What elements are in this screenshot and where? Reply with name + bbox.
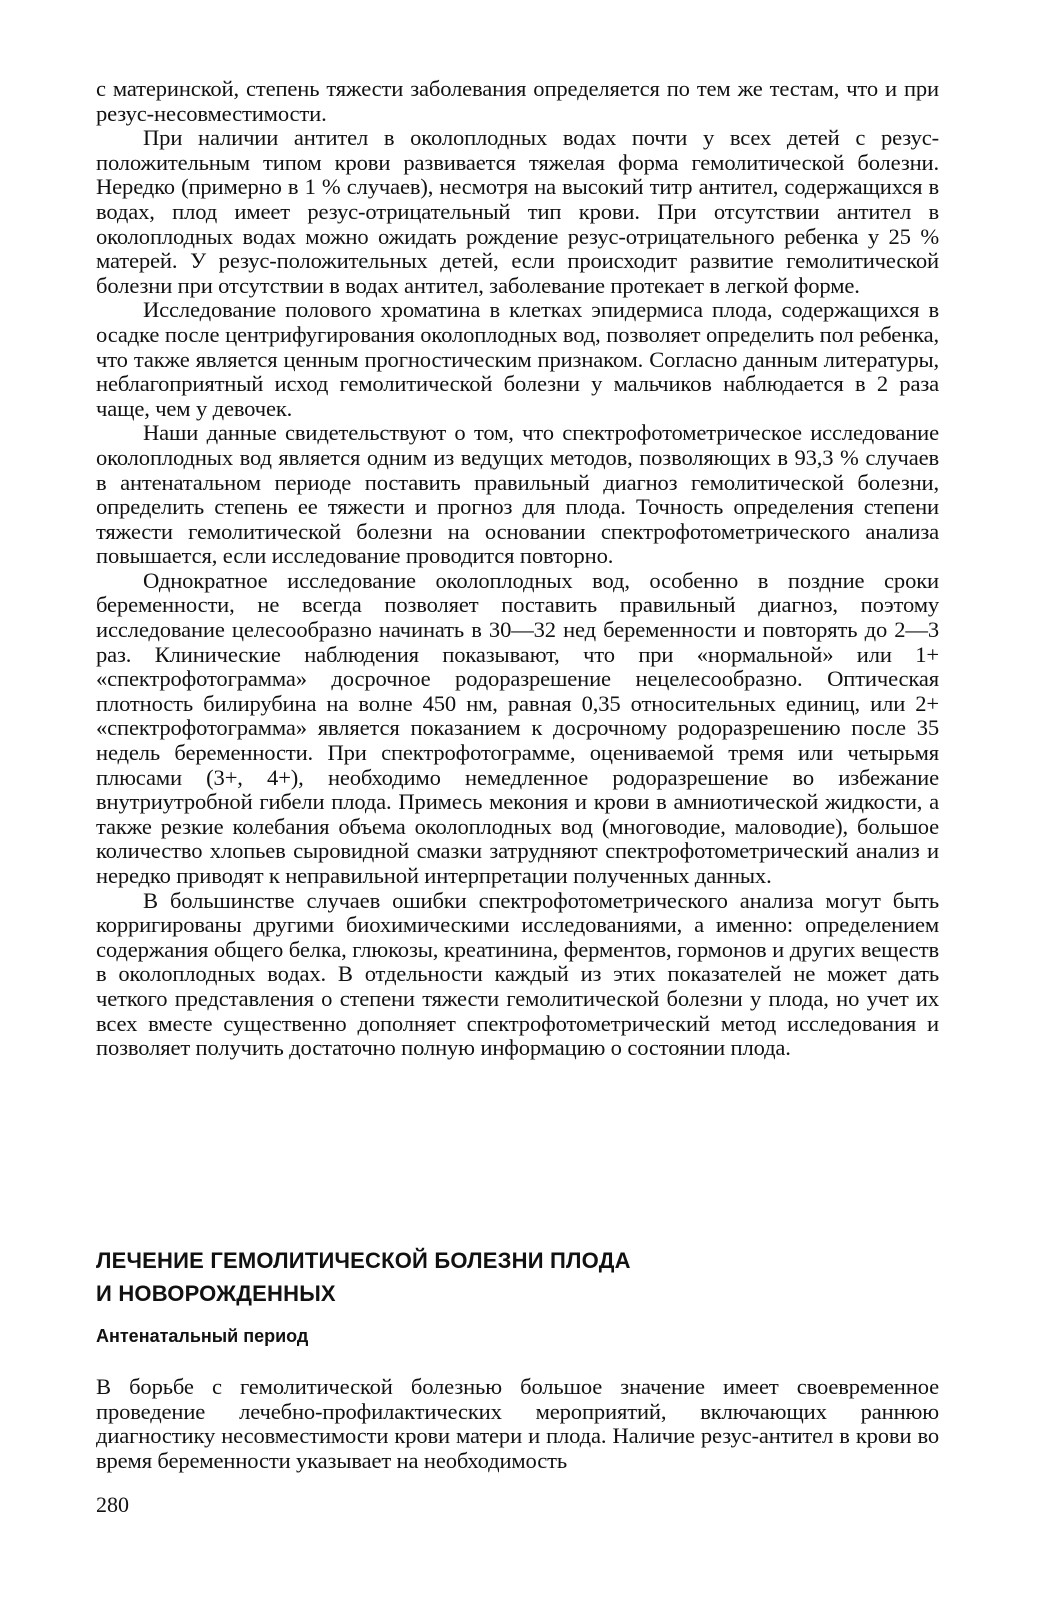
paragraph-3: Исследование полового хроматина в клетках эпидермиса плода, содержащихся в осадке после центрифугирования околоплодных вод, позволяет определить пол ребенка, что также является ценным прогностическим признаком. Согласно данным литературы, неблагоприятный исход гемолитической болезни у мальчиков наблюдается в 2 раза чаще, чем у девочек. bbox=[96, 297, 939, 421]
section-heading bbox=[96, 1244, 939, 1310]
paragraph-6: В большинстве случаев ошибки спектрофотометрического анализа могут быть корригированы другими биохимическими исследованиями, а именно: определением содержания общего белка, глюкозы, креатинина, ферментов, гормонов и других веществ в околоплодных водах. В отдельности каждый из этих показателей не может дать четкого представления о степени тяжести гемолитической болезни у плода, но учет их всех вместе существенно дополняет спектрофотометрический метод исследования и позволяет получить достаточно полную информацию о состоянии плода. bbox=[96, 887, 939, 1061]
subsection-heading: Антенатальный период bbox=[96, 1326, 309, 1346]
page-number: 280 bbox=[96, 1492, 129, 1517]
body-text bbox=[96, 77, 939, 1061]
section-body bbox=[96, 1375, 939, 1473]
section-paragraph: В борьбе с гемолитической болезнью большое значение имеет своевременное проведение лечебно-профилактических мероприятий, включающих раннюю диагностику несовместимости крови матери и плода. Наличие резус-антител в крови во время беременности указывает на необходимость bbox=[96, 1374, 939, 1473]
paragraph-2: При наличии антител в околоплодных водах почти у всех детей с резус-положительным типом крови развивается тяжелая форма гемолитической болезни. Нередко (примерно в 1 % случаев), несмотря на высокий титр антител, содержащихся в водах, плод имеет резус-отрицательный тип крови. При отсутствии антител в околоплодных водах можно ожидать рождение резус-отрицательного ребенка у 25 % матерей. У резус-положительных детей, если происходит развитие гемолитической болезни при отсутствии в водах антител, заболевание протекает в легкой форме. bbox=[96, 125, 939, 298]
paragraph-5: Однократное исследование околоплодных вод, особенно в поздние сроки беременности, не всегда позволяет поставить правильный диагноз, поэтому исследование целесообразно начинать в 30—32 нед беременности и повторять до 2—3 раз. Клинические наблюдения показывают, что при «нормальной» или 1+ «спектрофотограмма» досрочное родоразрешение нецелесообразно. Оптическая плотность билирубина на волне 450 нм, равная 0,35 относительных единиц, или 2+ «спектрофотограмма» является показанием к досрочному родоразрешению после 35 недель беременности. При спектрофотограмме, оцениваемой тремя или четырьмя плюсами (3+, 4+), необходимо немедленное родоразрешение во избежание внутриутробной гибели плода. Примесь мекония и крови в амниотической жидкости, а также резкие колебания объема околоплодных вод (многоводие, маловодие), большое количество хлопьев сыровидной смазки затрудняют спектрофотометрический анализ и нередко приводят к неправильной интерпретации полученных данных. bbox=[96, 567, 939, 888]
paragraph-1: с материнской, степень тяжести заболевания определяется по тем же тестам, что и при резус-несовместимости. bbox=[96, 76, 939, 126]
section-heading-line-1: ЛЕЧЕНИЕ ГЕМОЛИТИЧЕСКОЙ БОЛЕЗНИ ПЛОДА bbox=[96, 1248, 631, 1273]
section-heading-line-2: И НОВОРОЖДЕННЫХ bbox=[96, 1281, 336, 1306]
paragraph-4: Наши данные свидетельствуют о том, что спектрофотометрическое исследование околоплодных вод является одним из ведущих методов, позволяющих в 93,3 % случаев в антенатальном периоде поставить правильный диагноз гемолитической болезни, определить степень ее тяжести и прогноз для плода. Точность определения степени тяжести гемолитической болезни на основании спектрофотометрического анализа повышается, если исследование проводится повторно. bbox=[96, 420, 939, 569]
